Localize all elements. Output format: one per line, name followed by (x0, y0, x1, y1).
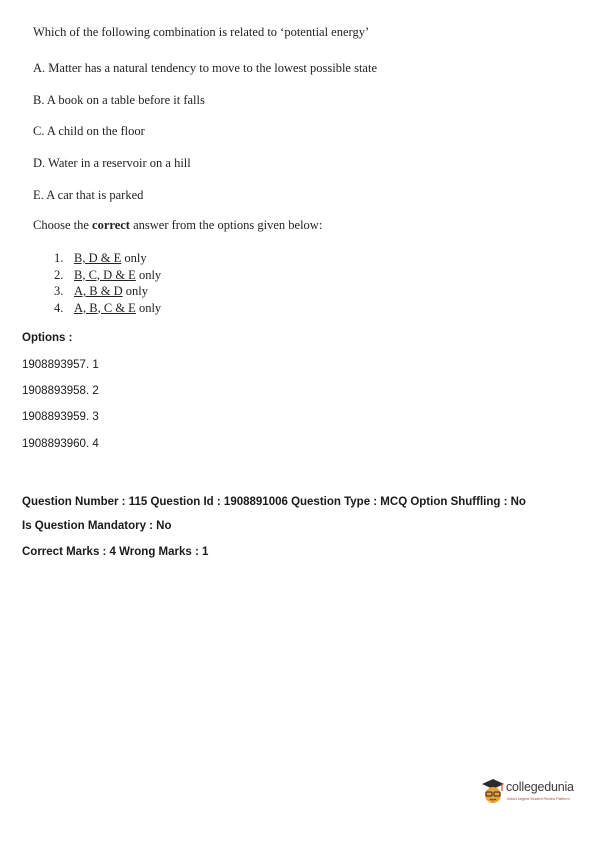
option-2: 1908893958. 2 (22, 385, 99, 397)
statement-e: E. A car that is parked (33, 188, 144, 202)
answer-number: 4. (54, 300, 64, 315)
answer-item (54, 267, 161, 284)
answer-underlined: A, B, C & E (74, 300, 136, 315)
answer-rest: only (122, 284, 148, 298)
collegedunia-logo (480, 776, 580, 816)
answer-item (54, 250, 161, 267)
answer-rest: only (135, 300, 162, 315)
answer-underlined: B, D & E (74, 251, 122, 265)
answer-number: 3. (54, 284, 64, 298)
choose-suffix: answer from the options given below: (129, 218, 323, 232)
option-1: 1908893957. 1 (22, 359, 99, 371)
statement-a: A. Matter has a natural tendency to move to the lowest possible state (33, 61, 378, 75)
answer-number: 2. (54, 267, 64, 282)
answer-number: 1. (54, 251, 64, 265)
answer-rest: only (121, 251, 147, 265)
mascot-icon (480, 776, 506, 806)
answer-item (54, 300, 161, 317)
option-3: 1908893959. 3 (22, 411, 99, 423)
question-meta-line1: Question Number : 115 Question Id : 1908891006 Question Type : MCQ Option Shuffling : No (22, 496, 526, 508)
option-4: 1908893960. 4 (22, 438, 99, 450)
question-meta-line2: Is Question Mandatory : No (22, 520, 172, 532)
question-stem: Which of the following combination is related to ‘potential energy’ (33, 25, 370, 39)
choose-instruction (33, 218, 322, 233)
logo-wordmark: collegedunia (506, 780, 574, 794)
options-heading: Options : (22, 332, 73, 344)
answer-underlined: B, C, D & E (74, 267, 136, 282)
statement-b: B. A book on a table before it falls (33, 93, 205, 107)
answer-item (54, 283, 161, 300)
answer-underlined: A, B & D (74, 284, 123, 298)
statement-d: D. Water in a reservoir on a hill (33, 156, 191, 170)
choose-prefix: Choose the (33, 218, 93, 232)
statement-c: C. A child on the floor (33, 124, 145, 138)
logo-tagline: India's largest Student Review Platform (507, 797, 570, 801)
choose-bold: correct (92, 218, 130, 232)
question-meta-line3: Correct Marks : 4 Wrong Marks : 1 (22, 546, 209, 558)
answer-list (54, 250, 161, 316)
answer-rest: only (135, 267, 162, 282)
